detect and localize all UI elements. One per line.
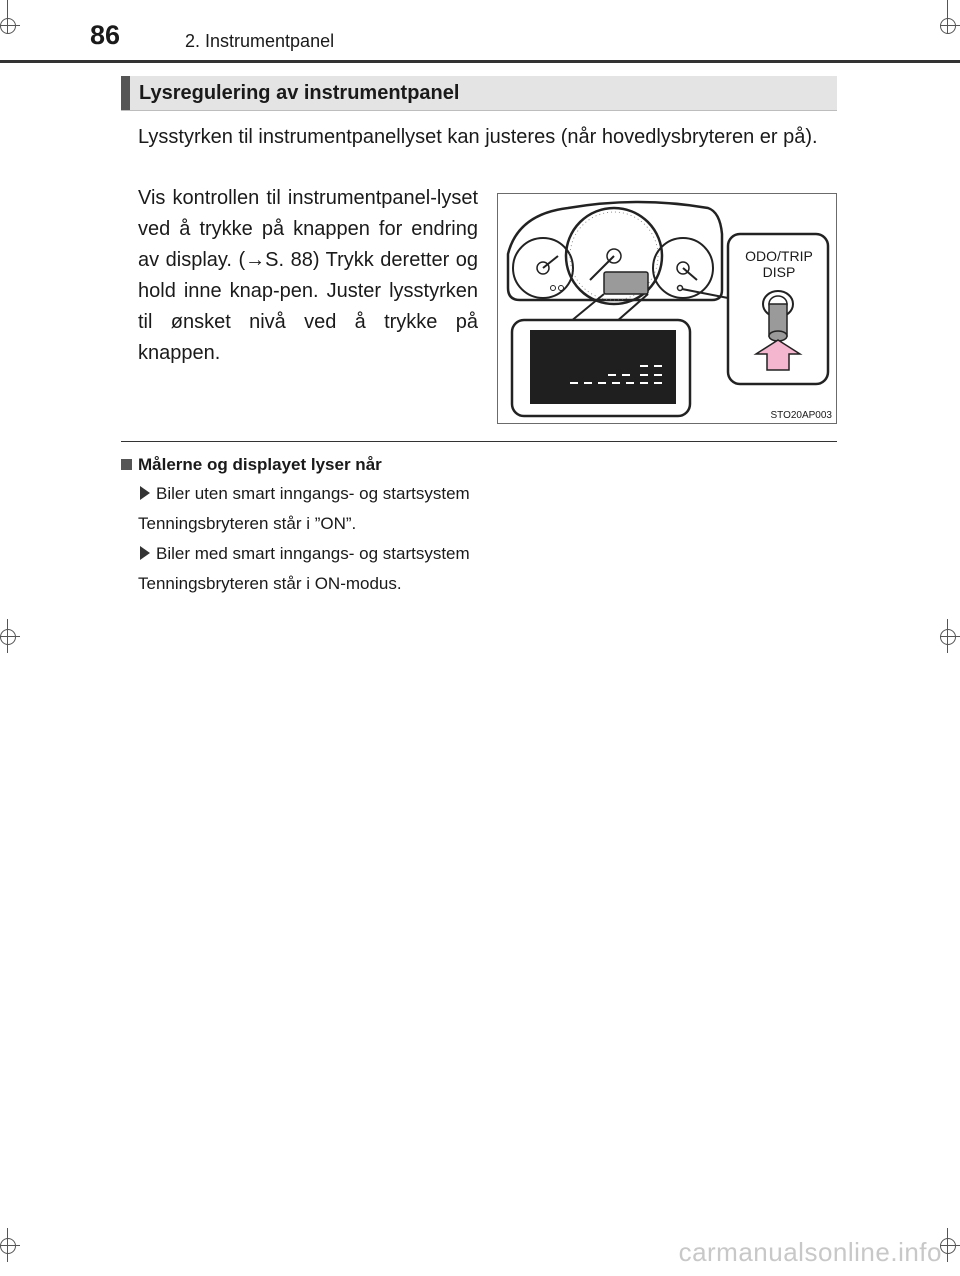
- header-divider: [0, 60, 960, 63]
- section-divider: [121, 441, 837, 442]
- section-heading: [121, 76, 837, 111]
- condition-item: [140, 544, 470, 564]
- page-number: 86: [90, 20, 121, 50]
- condition-label: Biler uten smart inngangs- og startsystem: [156, 484, 470, 503]
- button-label-line1: ODO/TRIP: [745, 248, 813, 264]
- info-heading-text: Målerne og displayet lyser når: [138, 455, 382, 474]
- square-bullet-icon: [121, 459, 132, 470]
- instructions-paragraph: Vis kontrollen til instrumentpanel-lyset ved å trykke på knappen for endring av display. (→S. 88) Trykk deretter og hold inne knap-pen. Juster lysstyrken til ønsket nivå ved å trykke på knappen.: [138, 187, 478, 364]
- info-heading: [121, 455, 382, 475]
- triangle-bullet-icon: [140, 486, 150, 500]
- condition-text: Tenningsbryteren står i ”ON”.: [138, 514, 357, 533]
- triangle-bullet-icon: [140, 546, 150, 560]
- heading-accent-bar: [121, 76, 130, 110]
- section-heading-text: Lysregulering av instrumentpanel: [139, 82, 460, 104]
- intro-paragraph: Lysstyrken til instrumentpanellyset kan justeres (når hovedlysbryteren er på).: [138, 126, 818, 148]
- condition-text: Tenningsbryteren står i ON-modus.: [138, 574, 402, 593]
- instrument-cluster-drawing: [498, 194, 836, 423]
- watermark: carmanualsonline.info: [678, 1237, 942, 1267]
- display-window: [604, 272, 648, 294]
- button-label-line2: DISP: [762, 264, 796, 280]
- instrument-panel-illustration: [497, 193, 837, 424]
- chapter-title: 2. Instrumentpanel: [185, 31, 335, 51]
- figure-code: STO20AP003: [770, 410, 832, 421]
- odo-trip-button-label: [734, 248, 824, 280]
- condition-label: Biler med smart inngangs- og startsystem: [156, 544, 470, 563]
- condition-item: [140, 484, 470, 504]
